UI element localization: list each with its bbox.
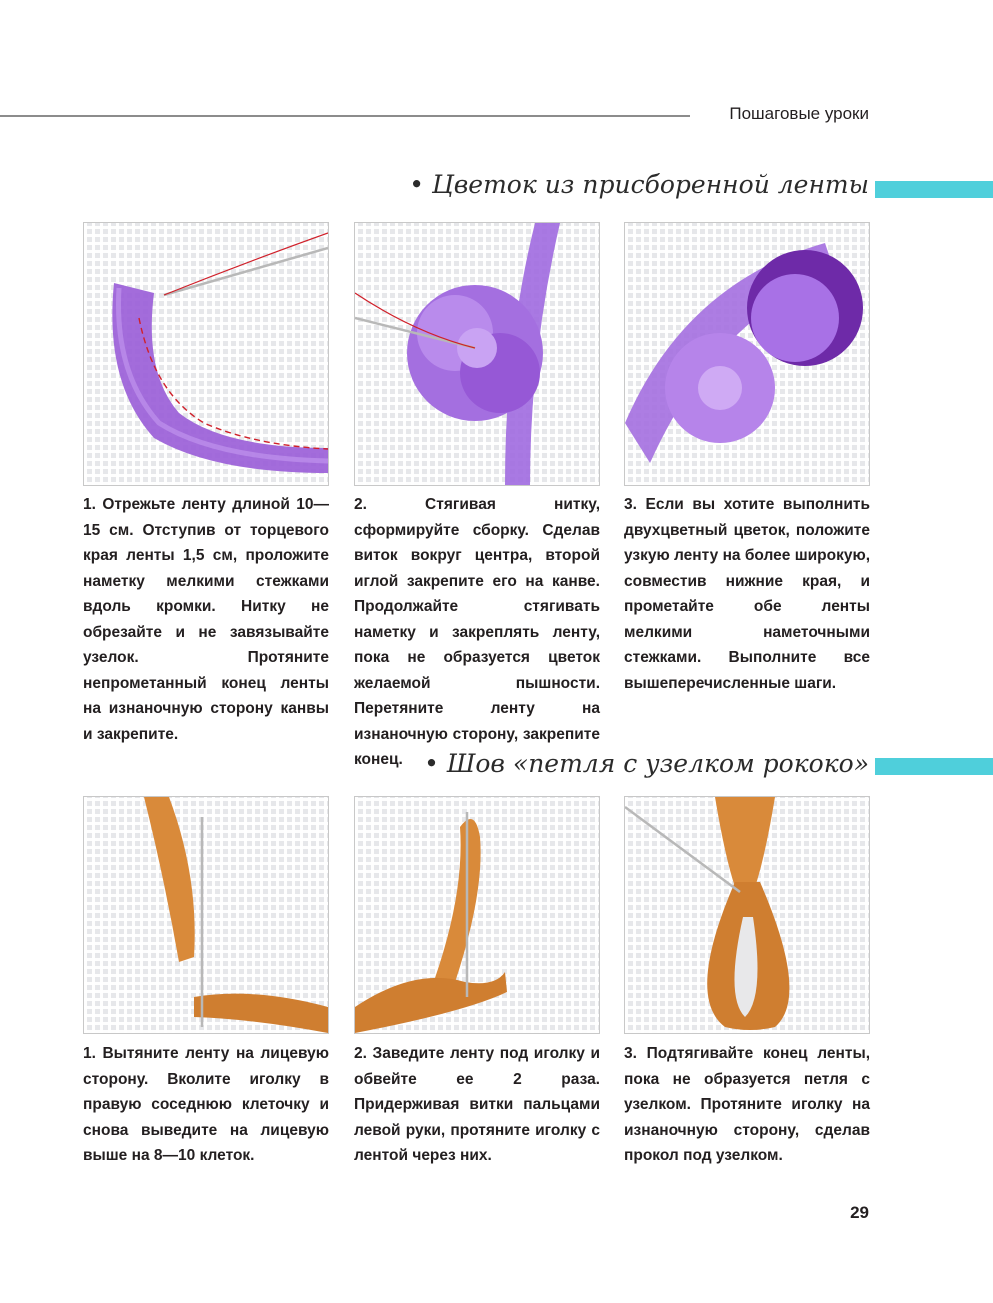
section-title-flower: • Цветок из присборенной ленты: [409, 170, 869, 199]
step-photo-flower-3: [624, 222, 870, 486]
step-photo-flower-1: [83, 222, 329, 486]
step-photo-flower-2: [354, 222, 600, 486]
running-title: Пошаговые уроки: [729, 104, 869, 123]
section-accent-bar: [875, 181, 993, 198]
step-photo-rococo-1: [83, 796, 329, 1034]
step-caption-flower-2: 2. Стягивая нитку, сформируйте сборку. Сделав виток вокруг центра, второй иглой закрепите его на канве. Продолжайте стягивать наметку и закреплять ленту, пока не образуется цветок желаемой пышности. Перетяните ленту на изнаночную сторону, закрепите конец.: [354, 496, 600, 768]
step-caption-rococo-2: 2. Заведите ленту под иголку и обвейте ее 2 раза. Придерживая витки пальцами левой руки, протяните иголку с лентой через них.: [354, 1045, 600, 1164]
section-accent-bar: [875, 758, 993, 775]
step-caption-rococo-1: 1. Вытяните ленту на лицевую сторону. Вколите иголку в правую соседнюю клеточку и снова выведите на лицевую выше на 8—10 клеток.: [83, 1045, 329, 1164]
step-photo-rococo-3: [624, 796, 870, 1034]
page-number: 29: [850, 1203, 869, 1222]
step-caption-rococo-3: 3. Подтягивайте конец ленты, пока не образуется петля с узелком. Протяните иголку на изнаночную сторону, сделав прокол под узелком.: [624, 1045, 870, 1164]
step-caption-flower-1: 1. Отрежьте ленту длиной 10—15 см. Отступив от торцевого края ленты 1,5 см, проложите наметку мелкими стежками вдоль кромки. Нитку не обрезайте и не завязывайте узелок. Протяните непрометанный конец ленты на изнаночную сторону канвы и закрепите.: [83, 496, 329, 743]
section-title-rococo: • Шов «петля с узелком рококо»: [424, 749, 869, 778]
step-photo-rococo-2: [354, 796, 600, 1034]
header-rule: [0, 115, 690, 117]
step-caption-flower-3: 3. Если вы хотите выполнить двухцветный цветок, положите узкую ленту на более широкую, совместив нижние края, и прометайте обе ленты мелкими наметочными стежками. Выполните все вышеперечисленные шаги.: [624, 496, 871, 692]
